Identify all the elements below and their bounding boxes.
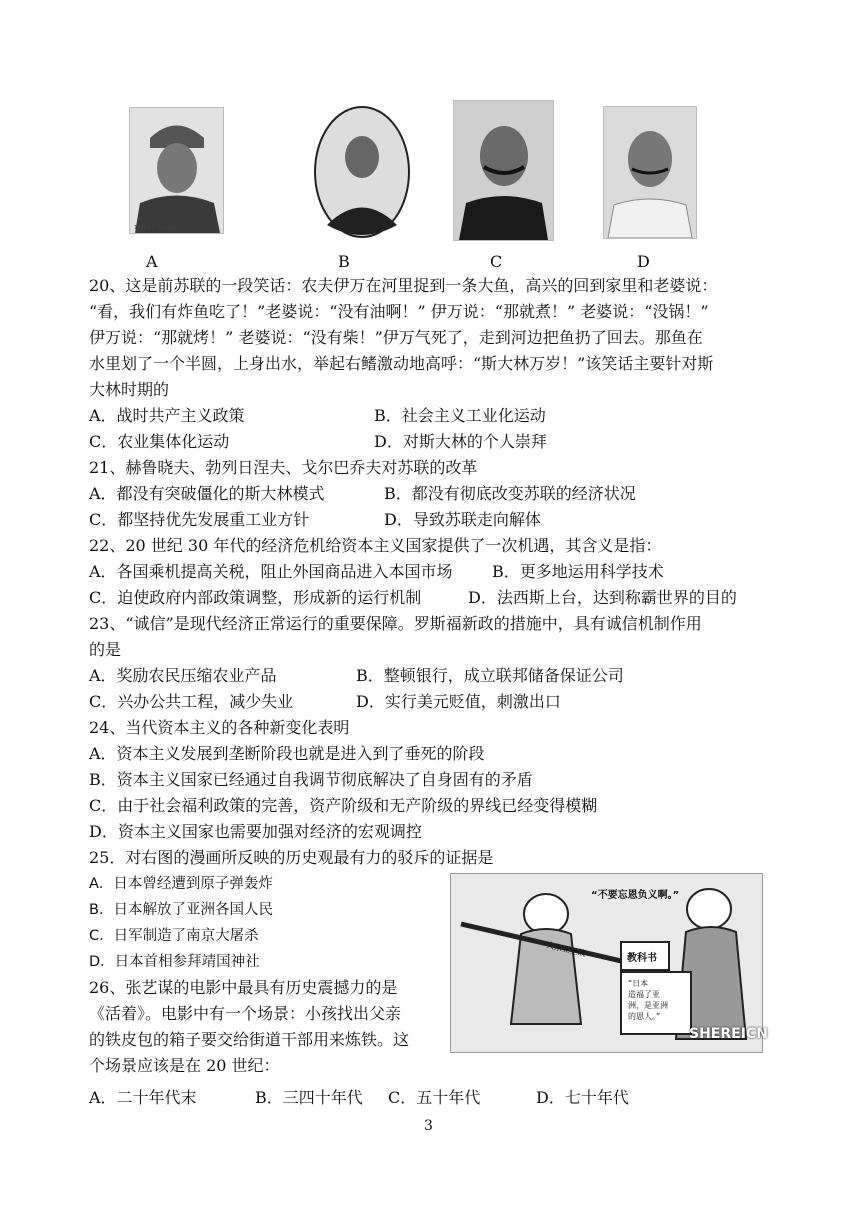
q20-option-d: D．对斯大林的个人崇拜 — [374, 432, 547, 451]
q20-option-c: C．农业集体化运动 — [89, 432, 230, 451]
q25-option-a: A．日本曾经遭到原子弹轰炸 — [89, 876, 273, 892]
cartoon-scroll-line: 造福了亚 — [628, 990, 660, 999]
q23-stem-line: 23、“诚信”是现代经济正常运行的重要保障。罗斯福新政的措施中，具有诚信机制作用 — [89, 614, 702, 633]
q20-stem-line: 大林时期的 — [89, 380, 170, 399]
q20-option-b: B．社会主义工业化运动 — [374, 406, 546, 425]
photo-label-b: B — [338, 252, 350, 271]
q22-option-d: D．法西斯上台，达到称霸世界的目的 — [468, 588, 737, 607]
q22-option-a: A．各国乘机提高关税，阻止外国商品进入本国市场 — [89, 562, 453, 581]
q23-option-c: C．兴办公共工程，减少失业 — [89, 692, 294, 711]
portrait-d — [603, 106, 697, 239]
q26-option-b: B．三四十年代 — [255, 1088, 363, 1107]
q20-stem-line: “看，我们有炸鱼吃了！”老婆说：“没有油啊！” 伊万说：“那就煮！” 老婆说：“没锅！” — [89, 302, 709, 321]
q26-stem-line: 的铁皮包的箱子要交给街道干部用来炼铁。这 — [89, 1030, 410, 1049]
photo-label-d: D — [637, 252, 650, 271]
cartoon-scroll-line: 洲，是亚洲 — [628, 1001, 668, 1010]
cartoon-speech: “不要忘恩负义啊。” — [591, 890, 680, 901]
q25-stem: 25．对右图的漫画所反映的历史观最有力的驳斥的证据是 — [89, 848, 494, 867]
q25-option-d: D．日本首相参拜靖国神社 — [89, 954, 260, 970]
q22-option-c: C．迫使政府内部政策调整，形成新的运行机制 — [89, 588, 422, 607]
q26-option-a: A．二十年代末 — [89, 1088, 197, 1107]
q26-stem-line: 《活着》。电影中有一个场景：小孩找出父亲 — [89, 1004, 402, 1023]
page-number: 3 — [424, 1118, 433, 1134]
q26-option-c: C．五十年代 — [388, 1088, 481, 1107]
photo-label-c: C — [490, 252, 503, 271]
portrait-b — [313, 105, 411, 240]
q26-option-d: D．七十年代 — [536, 1088, 629, 1107]
q23-stem-line: 的是 — [89, 640, 122, 659]
q26-stem-line: 个场景应该是在 20 世纪： — [89, 1056, 280, 1075]
portrait-a — [129, 107, 224, 234]
q25-option-c: C．日军制造了南京大屠杀 — [89, 928, 259, 944]
cartoon-scroll-line: 的恩人。” — [628, 1012, 661, 1021]
q24-stem: 24、当代资本主义的各种新变化表明 — [89, 718, 350, 737]
q25-option-b: B．日本解放了亚洲各国人民 — [89, 902, 273, 918]
q21-stem: 21、赫鲁晓夫、勃列日涅夫、戈尔巴乔夫对苏联的改革 — [89, 458, 478, 477]
q23-option-d: D．实行美元贬值，刺激出口 — [356, 692, 561, 711]
photo-label-a: A — [146, 252, 158, 271]
q20-stem-line: 20、这是前苏联的一段笑话：农夫伊万在河里捉到一条大鱼，高兴的回到家里和老婆说： — [89, 276, 718, 295]
cartoon-scroll-line: “日本 — [628, 979, 649, 988]
q24-option-b: B．资本主义国家已经通过自我调节彻底解决了自身固有的矛盾 — [89, 770, 533, 789]
q21-option-d: D．导致苏联走向解体 — [384, 510, 541, 529]
q23-option-b: B．整顿银行，成立联邦储备保证公司 — [356, 666, 624, 685]
q24-option-c: C．由于社会福利政策的完善，资产阶级和无产阶级的界线已经变得模糊 — [89, 796, 598, 815]
cartoon-book-label: 教科书 — [627, 953, 657, 964]
q20-option-a: A．战时共产主义政策 — [89, 406, 245, 425]
q20-stem-line: 水里划了一个半圆，上身出水，举起右鳍激动地高呼：“斯大林万岁！”该笑话主要针对斯 — [89, 354, 714, 373]
q24-option-a: A．资本主义发展到垄断阶段也就是进入到了垂死的阶段 — [89, 744, 485, 763]
q26-stem-line: 26、张艺谋的电影中最具有历史震撼力的是 — [89, 978, 398, 997]
q24-option-d: D．资本主义国家也需要加强对经济的宏观调控 — [89, 822, 422, 841]
q21-option-b: B．都没有彻底改变苏联的经济状况 — [384, 484, 636, 503]
q22-stem: 22、20 世纪 30 年代的经济危机给资本主义国家提供了一次机遇，其含义是指： — [89, 536, 662, 555]
q20-stem-line: 伊万说：“那就烤！” 老婆说：“没有柴！”伊万气死了，走到河边把鱼扔了回去。那鱼在 — [89, 328, 703, 347]
cartoon-sword-label: 大东亚圣战 — [545, 940, 587, 959]
q21-option-a: A．都没有突破僵化的斯大林模式 — [89, 484, 325, 503]
cartoon-watermark: SHEREICN — [689, 1026, 768, 1042]
political-cartoon — [450, 873, 768, 1053]
photo-caption: 1936年在陕北保安 — [134, 225, 177, 231]
q23-option-a: A．奖励农民压缩农业产品 — [89, 666, 277, 685]
q21-option-c: C．都坚持优先发展重工业方针 — [89, 510, 310, 529]
q22-option-b: B．更多地运用科学技术 — [492, 562, 664, 581]
portrait-c — [453, 100, 554, 241]
